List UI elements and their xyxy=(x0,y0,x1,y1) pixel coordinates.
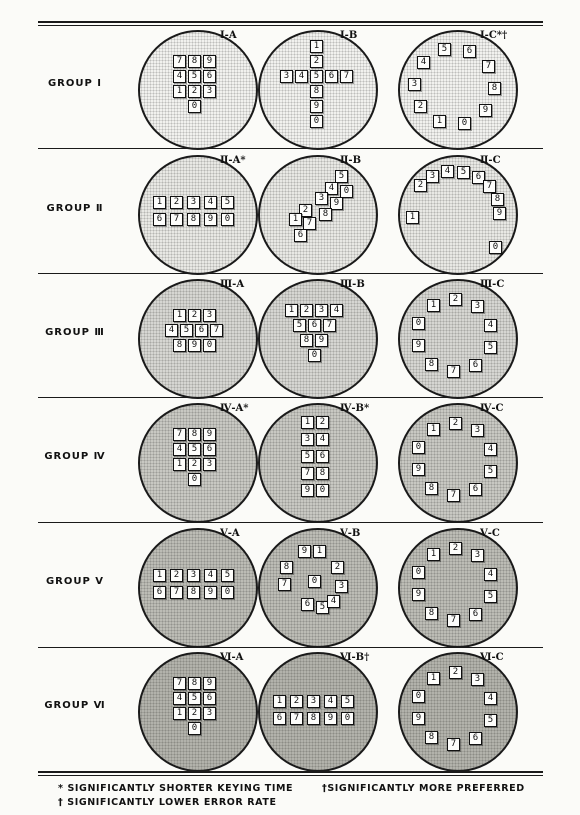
key-8: 8 xyxy=(425,607,438,620)
keyboard-layout xyxy=(398,528,518,648)
key-0: 0 xyxy=(412,441,425,454)
group-label: GROUP Ⅴ xyxy=(45,576,105,587)
key-2: 2 xyxy=(290,695,303,708)
key-8: 8 xyxy=(319,208,332,221)
keyboard-layout xyxy=(258,403,378,523)
key-6: 6 xyxy=(472,171,485,184)
group-label: GROUP Ⅰ xyxy=(47,78,103,89)
layout-label: Ⅳ-C xyxy=(480,403,504,414)
key-0: 0 xyxy=(188,722,201,735)
key-6: 6 xyxy=(195,324,208,337)
key-7: 7 xyxy=(173,428,186,441)
key-9: 9 xyxy=(412,712,425,725)
key-2: 2 xyxy=(414,179,427,192)
key-5: 5 xyxy=(438,43,451,56)
key-4: 4 xyxy=(316,433,329,446)
key-6: 6 xyxy=(301,598,314,611)
key-3: 3 xyxy=(335,580,348,593)
key-5: 5 xyxy=(221,196,234,209)
key-5: 5 xyxy=(301,450,314,463)
key-5: 5 xyxy=(457,166,470,179)
key-1: 1 xyxy=(433,115,446,128)
key-8: 8 xyxy=(300,334,313,347)
key-8: 8 xyxy=(187,586,200,599)
keyboard-layout xyxy=(398,30,518,150)
keyboard-layout xyxy=(258,155,378,275)
key-2: 2 xyxy=(449,666,462,679)
key-5: 5 xyxy=(188,70,201,83)
key-2: 2 xyxy=(414,100,427,113)
key-8: 8 xyxy=(425,731,438,744)
key-7: 7 xyxy=(323,319,336,332)
layout-label: Ⅲ-A xyxy=(220,279,245,290)
key-9: 9 xyxy=(479,104,492,117)
key-3: 3 xyxy=(471,673,484,686)
key-8: 8 xyxy=(425,482,438,495)
keyboard-layout xyxy=(138,403,258,523)
key-4: 4 xyxy=(204,569,217,582)
key-8: 8 xyxy=(188,677,201,690)
key-3: 3 xyxy=(203,707,216,720)
layout-label: Ⅱ-C xyxy=(480,155,501,166)
key-7: 7 xyxy=(301,467,314,480)
key-2: 2 xyxy=(316,416,329,429)
key-4: 4 xyxy=(324,695,337,708)
key-9: 9 xyxy=(204,213,217,226)
key-6: 6 xyxy=(469,608,482,621)
keyboard-layout xyxy=(258,30,378,150)
key-0: 0 xyxy=(489,241,502,254)
keyboard-layout xyxy=(258,528,378,648)
layout-label: Ⅰ-C*† xyxy=(480,30,508,41)
key-4: 4 xyxy=(417,56,430,69)
layout-label: Ⅳ-B* xyxy=(340,403,370,414)
key-9: 9 xyxy=(493,207,506,220)
key-6: 6 xyxy=(294,229,307,242)
key-2: 2 xyxy=(188,458,201,471)
layout-label: Ⅰ-B xyxy=(340,30,358,41)
key-2: 2 xyxy=(449,542,462,555)
key-5: 5 xyxy=(188,692,201,705)
layout-disc xyxy=(258,155,378,275)
keyboard-layout xyxy=(138,528,258,648)
keyboard-layout xyxy=(138,30,258,150)
layout-label: Ⅵ-B† xyxy=(340,652,370,663)
key-7: 7 xyxy=(170,213,183,226)
key-0: 0 xyxy=(310,115,323,128)
key-8: 8 xyxy=(488,82,501,95)
key-4: 4 xyxy=(330,304,343,317)
key-9: 9 xyxy=(310,100,323,113)
key-2: 2 xyxy=(188,85,201,98)
key-3: 3 xyxy=(280,70,293,83)
layout-label: Ⅰ-A xyxy=(220,30,237,41)
key-0: 0 xyxy=(412,690,425,703)
key-2: 2 xyxy=(170,196,183,209)
key-5: 5 xyxy=(341,695,354,708)
key-5: 5 xyxy=(293,319,306,332)
key-8: 8 xyxy=(187,213,200,226)
key-1: 1 xyxy=(173,458,186,471)
key-8: 8 xyxy=(425,358,438,371)
group-label: GROUP Ⅳ xyxy=(44,451,106,462)
key-0: 0 xyxy=(308,349,321,362)
key-1: 1 xyxy=(313,545,326,558)
key-6: 6 xyxy=(308,319,321,332)
group-label: GROUP Ⅵ xyxy=(44,700,106,711)
keyboard-layout xyxy=(138,652,258,772)
key-0: 0 xyxy=(340,185,353,198)
key-3: 3 xyxy=(426,170,439,183)
key-9: 9 xyxy=(203,55,216,68)
top-rule xyxy=(38,21,543,23)
layout-label: Ⅴ-C xyxy=(480,528,500,539)
key-7: 7 xyxy=(173,55,186,68)
keyboard-layout xyxy=(398,652,518,772)
key-8: 8 xyxy=(307,712,320,725)
key-9: 9 xyxy=(315,334,328,347)
key-1: 1 xyxy=(153,569,166,582)
key-3: 3 xyxy=(315,192,328,205)
key-8: 8 xyxy=(491,193,504,206)
key-3: 3 xyxy=(203,309,216,322)
key-7: 7 xyxy=(482,60,495,73)
key-2: 2 xyxy=(310,55,323,68)
key-9: 9 xyxy=(203,428,216,441)
key-7: 7 xyxy=(447,614,460,627)
layout-label: Ⅲ-B xyxy=(340,279,365,290)
key-6: 6 xyxy=(203,443,216,456)
key-6: 6 xyxy=(325,70,338,83)
layout-label: Ⅲ-C xyxy=(480,279,505,290)
key-7: 7 xyxy=(447,489,460,502)
top-rule-thin xyxy=(38,25,543,26)
key-6: 6 xyxy=(153,213,166,226)
key-4: 4 xyxy=(173,692,186,705)
key-3: 3 xyxy=(307,695,320,708)
key-6: 6 xyxy=(153,586,166,599)
key-1: 1 xyxy=(310,40,323,53)
key-5: 5 xyxy=(316,601,329,614)
key-6: 6 xyxy=(463,45,476,58)
group-label: GROUP Ⅲ xyxy=(45,327,105,338)
key-0: 0 xyxy=(221,586,234,599)
key-7: 7 xyxy=(210,324,223,337)
key-8: 8 xyxy=(310,85,323,98)
key-7: 7 xyxy=(303,217,316,230)
key-4: 4 xyxy=(173,70,186,83)
key-9: 9 xyxy=(412,339,425,352)
key-9: 9 xyxy=(412,463,425,476)
key-0: 0 xyxy=(221,213,234,226)
key-5: 5 xyxy=(188,443,201,456)
footnote-dagger-error: † SIGNIFICANTLY LOWER ERROR RATE xyxy=(58,797,277,808)
key-0: 0 xyxy=(188,100,201,113)
key-8: 8 xyxy=(280,561,293,574)
key-5: 5 xyxy=(484,590,497,603)
key-4: 4 xyxy=(173,443,186,456)
key-2: 2 xyxy=(331,561,344,574)
keyboard-layout xyxy=(258,652,378,772)
key-1: 1 xyxy=(406,211,419,224)
layout-label: Ⅱ-B xyxy=(340,155,362,166)
key-9: 9 xyxy=(203,677,216,690)
key-1: 1 xyxy=(427,548,440,561)
key-1: 1 xyxy=(273,695,286,708)
group-label: GROUP Ⅱ xyxy=(46,203,104,214)
key-7: 7 xyxy=(447,738,460,751)
layout-label: Ⅳ-A* xyxy=(220,403,249,414)
key-7: 7 xyxy=(170,586,183,599)
key-8: 8 xyxy=(188,55,201,68)
layout-label: Ⅱ-A* xyxy=(220,155,246,166)
footnote-asterisk: * SIGNIFICANTLY SHORTER KEYING TIME xyxy=(58,783,294,794)
key-9: 9 xyxy=(324,712,337,725)
key-6: 6 xyxy=(469,483,482,496)
key-2: 2 xyxy=(300,304,313,317)
key-2: 2 xyxy=(299,204,312,217)
key-2: 2 xyxy=(188,309,201,322)
key-2: 2 xyxy=(449,417,462,430)
key-7: 7 xyxy=(447,365,460,378)
key-1: 1 xyxy=(173,85,186,98)
keyboard-layout xyxy=(398,155,518,275)
keyboard-layout xyxy=(138,155,258,275)
key-8: 8 xyxy=(173,339,186,352)
key-0: 0 xyxy=(188,473,201,486)
key-1: 1 xyxy=(427,423,440,436)
key-0: 0 xyxy=(458,117,471,130)
key-0: 0 xyxy=(316,484,329,497)
key-0: 0 xyxy=(341,712,354,725)
key-3: 3 xyxy=(301,433,314,446)
key-4: 4 xyxy=(325,182,338,195)
key-7: 7 xyxy=(483,180,496,193)
key-5: 5 xyxy=(310,70,323,83)
key-4: 4 xyxy=(484,319,497,332)
key-3: 3 xyxy=(408,78,421,91)
key-6: 6 xyxy=(469,732,482,745)
key-7: 7 xyxy=(340,70,353,83)
key-5: 5 xyxy=(484,341,497,354)
key-6: 6 xyxy=(273,712,286,725)
key-8: 8 xyxy=(316,467,329,480)
layout-label: Ⅴ-B xyxy=(340,528,361,539)
key-3: 3 xyxy=(471,424,484,437)
key-1: 1 xyxy=(427,299,440,312)
key-4: 4 xyxy=(484,568,497,581)
key-6: 6 xyxy=(203,692,216,705)
key-8: 8 xyxy=(188,428,201,441)
key-9: 9 xyxy=(330,197,343,210)
key-1: 1 xyxy=(285,304,298,317)
key-3: 3 xyxy=(187,196,200,209)
key-4: 4 xyxy=(327,595,340,608)
key-1: 1 xyxy=(173,707,186,720)
key-2: 2 xyxy=(170,569,183,582)
key-2: 2 xyxy=(449,293,462,306)
key-5: 5 xyxy=(180,324,193,337)
key-5: 5 xyxy=(221,569,234,582)
layout-label: Ⅵ-A xyxy=(220,652,244,663)
key-7: 7 xyxy=(173,677,186,690)
key-1: 1 xyxy=(427,672,440,685)
layout-label: Ⅵ-C xyxy=(480,652,504,663)
layout-label: Ⅴ-A xyxy=(220,528,240,539)
key-9: 9 xyxy=(412,588,425,601)
key-1: 1 xyxy=(289,213,302,226)
key-4: 4 xyxy=(441,165,454,178)
key-4: 4 xyxy=(484,692,497,705)
key-7: 7 xyxy=(290,712,303,725)
key-1: 1 xyxy=(173,309,186,322)
key-0: 0 xyxy=(412,317,425,330)
key-9: 9 xyxy=(301,484,314,497)
keyboard-layout xyxy=(138,279,258,399)
key-0: 0 xyxy=(412,566,425,579)
key-6: 6 xyxy=(203,70,216,83)
key-9: 9 xyxy=(188,339,201,352)
key-5: 5 xyxy=(484,714,497,727)
key-3: 3 xyxy=(315,304,328,317)
key-5: 5 xyxy=(484,465,497,478)
key-4: 4 xyxy=(165,324,178,337)
key-3: 3 xyxy=(203,85,216,98)
key-6: 6 xyxy=(316,450,329,463)
key-4: 4 xyxy=(295,70,308,83)
key-9: 9 xyxy=(204,586,217,599)
keyboard-layout xyxy=(258,279,378,399)
keyboard-layout xyxy=(398,279,518,399)
key-3: 3 xyxy=(471,300,484,313)
key-3: 3 xyxy=(203,458,216,471)
key-4: 4 xyxy=(204,196,217,209)
key-3: 3 xyxy=(471,549,484,562)
key-0: 0 xyxy=(203,339,216,352)
key-1: 1 xyxy=(153,196,166,209)
keyboard-layout xyxy=(398,403,518,523)
key-1: 1 xyxy=(301,416,314,429)
footnote-dagger-preferred: †SIGNIFICANTLY MORE PREFERRED xyxy=(322,783,525,794)
key-5: 5 xyxy=(335,170,348,183)
key-7: 7 xyxy=(278,578,291,591)
key-4: 4 xyxy=(484,443,497,456)
key-3: 3 xyxy=(187,569,200,582)
bottom-rule-thin xyxy=(38,775,543,776)
key-9: 9 xyxy=(298,545,311,558)
key-6: 6 xyxy=(469,359,482,372)
key-0: 0 xyxy=(308,575,321,588)
key-2: 2 xyxy=(188,707,201,720)
